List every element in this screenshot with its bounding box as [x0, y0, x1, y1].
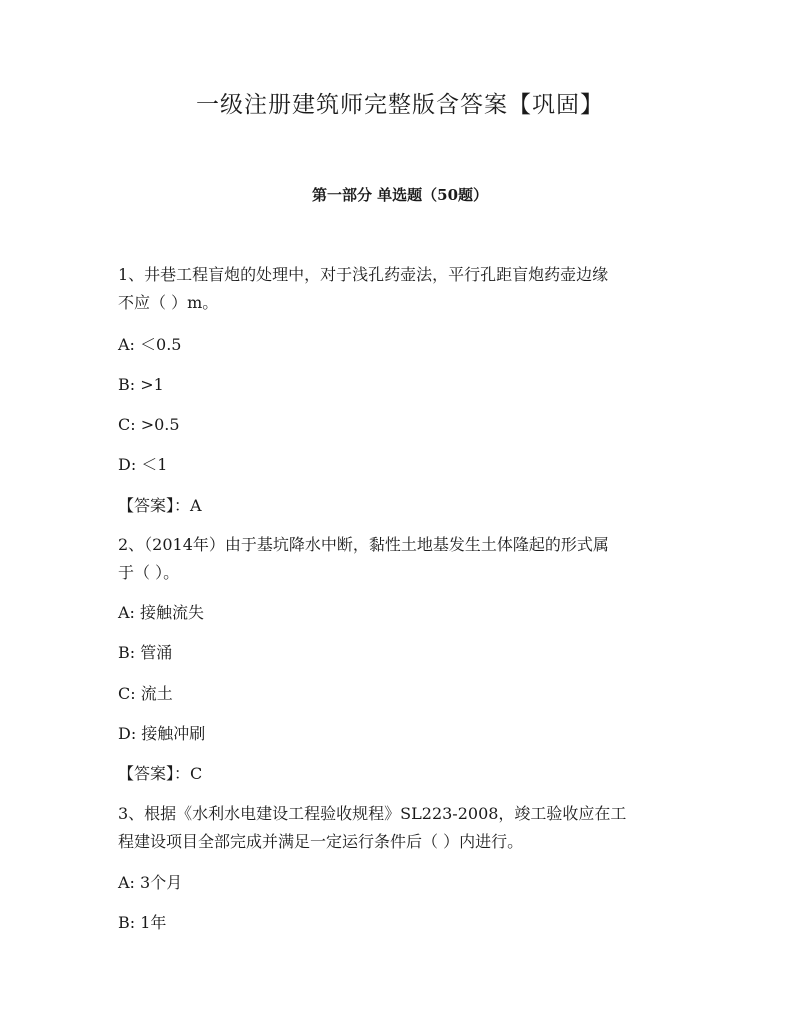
- question-1-option-c: C: >0.5: [118, 415, 180, 434]
- question-1-stem-line-2: 不应（ ）m。: [118, 293, 219, 312]
- question-1-option-a: A: ＜0.5: [118, 335, 182, 354]
- question-2-option-a: A: 接触流失: [118, 603, 205, 622]
- question-3-stem-line-2: 程建设项目全部完成并满足一定运行条件后（ ）内进行。: [118, 832, 524, 851]
- question-3-stem-line-1: 3、根据《水利水电建设工程验收规程》SL223-2008，竣工验收应在工: [118, 804, 627, 823]
- question-2-option-d: D: 接触冲刷: [118, 724, 206, 743]
- question-1-stem-line-1: 1、井巷工程盲炮的处理中，对于浅孔药壶法，平行孔距盲炮药壶边缘: [118, 265, 609, 284]
- section-title: 第一部分 单选题（50题）: [311, 186, 489, 204]
- question-2-option-c: C: 流土: [118, 684, 173, 703]
- question-2-stem-line-1: 2、（2014年）由于基坑降水中断，黏性土地基发生土体隆起的形式属: [118, 535, 609, 554]
- question-1-option-d: D: ＜1: [118, 455, 168, 474]
- question-2-option-b: B: 管涌: [118, 643, 173, 662]
- question-1-answer: 【答案】：A: [118, 496, 202, 515]
- question-2-answer: 【答案】：C: [118, 764, 203, 783]
- document-title: 一级注册建筑师完整版含答案【巩固】: [196, 92, 604, 118]
- question-1-option-b: B: >1: [118, 375, 164, 394]
- question-3-option-b: B: 1年: [118, 913, 167, 932]
- question-2-stem-line-2: 于（ ）。: [118, 563, 180, 582]
- question-3-option-a: A: 3个月: [118, 873, 183, 892]
